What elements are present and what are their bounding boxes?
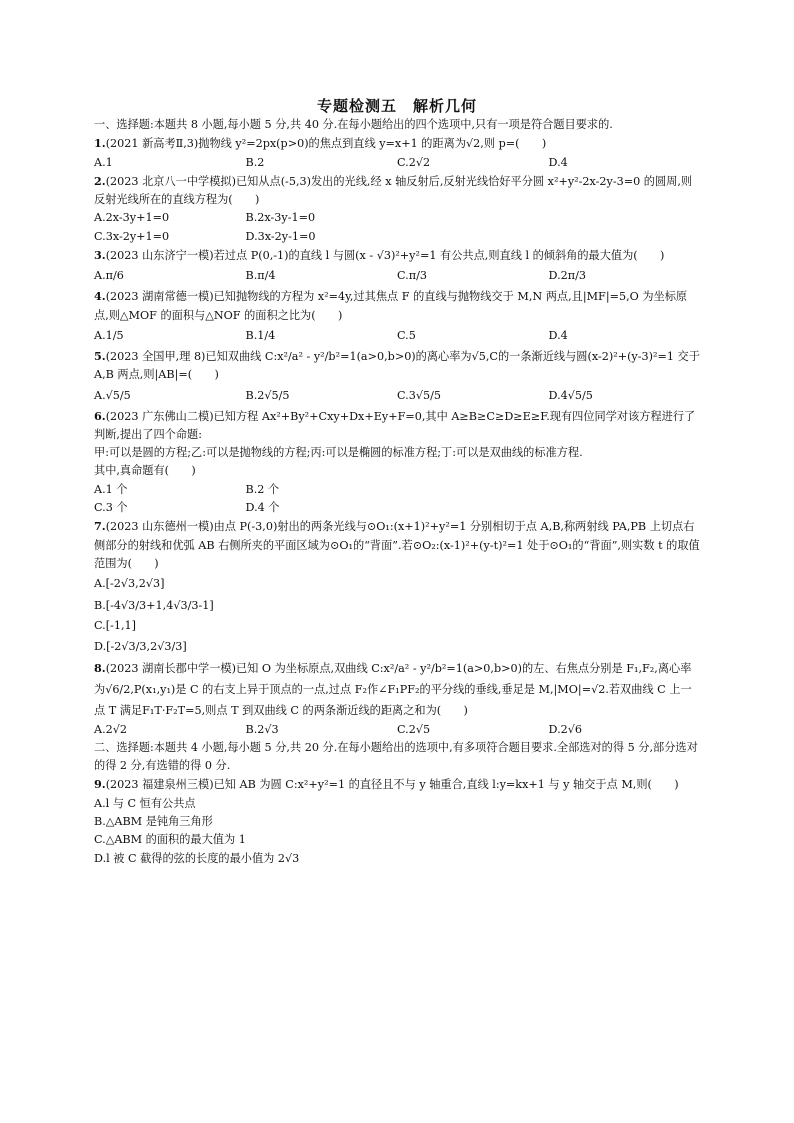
option-c: C.3√5/5: [397, 388, 441, 402]
question-text: (2023 福建泉州三模)已知 AB 为圆 C:x²+y²=1 的直径且不与 y 轴重合,直线 l:y=kx+1 与 y 轴交于点 M,则( ): [105, 778, 679, 792]
question-1-options: [94, 154, 700, 172]
option-d: D.4 个: [245, 501, 280, 515]
question-text: (2023 广东佛山二模)已知方程 Ax²+By²+Cxy+Dx+Ey+F=0,其中 A≥B≥C≥D≥E≥F.现有四位同学对该方程进行了判断,提出了四个命题:: [94, 409, 696, 441]
option-c: C.2√2: [397, 155, 431, 169]
option-a: A.l 与 C 恒有公共点: [94, 796, 196, 810]
question-2-options-row-1: [94, 209, 700, 227]
option-d: D.2√6: [548, 722, 582, 736]
option-c: C.π/3: [397, 269, 427, 283]
option-d: D.2π/3: [548, 269, 586, 283]
option-d: D.[-2√3/3,2√3/3]: [94, 639, 187, 653]
question-number: 6.: [94, 408, 106, 423]
option-a: A.2x-3y+1=0: [94, 211, 170, 225]
question-number: 9.: [94, 777, 106, 792]
question-4-options: [94, 325, 700, 347]
option-b: B.2√3: [245, 722, 279, 736]
question-number: 8.: [94, 660, 106, 675]
question-text: (2021 新高考Ⅱ,3)抛物线 y²=2px(p>0)的焦点到直线 y=x+1 的距离为√2,则 p=( ): [105, 137, 547, 151]
option-c: C.5: [397, 328, 416, 342]
option-a: A.[-2√3,2√3]: [94, 577, 165, 591]
option-d: D.3x-2y-1=0: [245, 229, 316, 243]
option-b: B.2: [245, 155, 265, 169]
question-text: (2023 山东德州一模)由点 P(-3,0)射出的两条光线与⊙O₁:(x+1)²+y²=1 分别相切于点 A,B,称两射线 PA,PB 上切点右侧部分的射线和优弧 AB 右侧所夹的平面区域为⊙O₁的“背面”.若⊙O₂:(x-1)²+(y-t)²=1 处于⊙O₁的“背面”,则实数 t 的取值范围为( ): [94, 520, 700, 570]
option-d: D.l 被 C 截得的弦的长度的最小值为 2√3: [94, 851, 300, 865]
option-c: C.[-1,1]: [94, 619, 137, 633]
question-3-options: [94, 265, 700, 287]
page-title: 专题检测五 解析几何: [316, 97, 477, 115]
option-b: B.2x-3y-1=0: [245, 211, 316, 225]
question-text: (2023 湖南常德一模)已知抛物线的方程为 x²=4y,过其焦点 F 的直线与抛物线交于 M,N 两点,且|MF|=5,O 为坐标原点,则△MOF 的面积与△NOF 的面积之比为( ): [94, 290, 688, 322]
option-d: D.4: [548, 155, 568, 169]
option-c: C.△ABM 的面积的最大值为 1: [94, 833, 246, 847]
question-6-propositions: 甲:可以是圆的方程;乙:可以是抛物线的方程;丙:可以是椭圆的标准方程;丁:可以是双曲线的标准方程.: [94, 446, 583, 460]
question-number: 3.: [94, 248, 106, 263]
option-c: C.3 个: [94, 501, 128, 515]
option-b: B.2 个: [245, 482, 280, 496]
option-b: B.△ABM 是钝角三角形: [94, 815, 213, 829]
question-3: [94, 246, 700, 265]
option-a: A.1/5: [94, 328, 124, 342]
question-1: [94, 134, 700, 153]
section-1-instructions: 一、选择题:本题共 8 小题,每小题 5 分,共 40 分.在每小题给出的四个选项中,只有一项是符合题目要求的.: [94, 118, 613, 131]
question-6-prompt: 其中,真命题有( ): [94, 464, 196, 478]
question-7: [94, 517, 700, 573]
option-b: B.π/4: [245, 269, 276, 283]
option-a: A.2√2: [94, 722, 127, 736]
option-c: C.2√5: [397, 722, 431, 736]
question-2: [94, 172, 700, 210]
section-2-instructions: 二、选择题:本题共 4 小题,每小题 5 分,共 20 分.在每小题给出的选项中,有多项符合题目要求.全部选对的得 5 分,部分选对的得 2 分,有选错的得 0 分.: [94, 740, 698, 773]
option-b: B.2√5/5: [245, 388, 290, 402]
question-4: [94, 287, 700, 325]
question-number: 2.: [94, 173, 106, 188]
question-text: (2023 北京八一中学模拟)已知从点(-5,3)发出的光线,经 x 轴反射后,反射光线恰好平分圆 x²+y²-2x-2y-3=0 的圆周,则反射光线所在的直线方程为( ): [94, 174, 693, 207]
question-5-options: [94, 385, 700, 407]
option-c: C.3x-2y+1=0: [94, 229, 170, 243]
question-8: [94, 658, 700, 721]
option-d: D.4√5/5: [548, 388, 593, 402]
question-6-options-row-2: [94, 499, 700, 517]
question-text: (2023 山东济宁一模)若过点 P(0,-1)的直线 l 与圆(x - √3)²+y²=1 有公共点,则直线 l 的倾斜角的最大值为( ): [105, 249, 665, 263]
question-number: 1.: [94, 136, 106, 151]
question-6: [94, 407, 700, 445]
option-d: D.4: [548, 328, 568, 342]
option-a: A.π/6: [94, 269, 124, 283]
question-number: 7.: [94, 519, 106, 534]
option-a: A.√5/5: [94, 388, 131, 402]
document-page: [94, 96, 700, 868]
option-a: A.1 个: [94, 482, 128, 496]
option-a: A.1: [94, 155, 113, 169]
question-number: 5.: [94, 348, 106, 363]
question-text: (2023 全国甲,理 8)已知双曲线 C:x²/a² - y²/b²=1(a>0,b>0)的离心率为√5,C的一条渐近线与圆(x-2)²+(y-3)²=1 交于 A,B 两点,则|AB|=( ): [94, 349, 700, 382]
option-b: B.[-4√3/3+1,4√3/3-1]: [94, 599, 214, 613]
question-text: (2023 湖南长郡中学一模)已知 O 为坐标原点,双曲线 C:x²/a² - y²/b²=1(a>0,b>0)的左、右焦点分别是 F₁,F₂,离心率为√6/2,P(x₁,y₁)是 C 的右支上异于顶点的一点,过点 F₂作∠F₁PF₂的平分线的垂线,垂足是 M,|MO|=√2.若双曲线 C 上一点 T 满足F₁T·F₂T=5,则点 T 到双曲线 C 的两条渐近线的距离之和为( ): [94, 661, 692, 717]
question-6-options-row-1: [94, 481, 700, 499]
question-9: [94, 775, 700, 794]
question-5: [94, 347, 700, 385]
option-b: B.1/4: [245, 328, 276, 342]
question-8-options: [94, 721, 700, 739]
question-2-options-row-2: [94, 228, 700, 246]
question-number: 4.: [94, 289, 106, 304]
